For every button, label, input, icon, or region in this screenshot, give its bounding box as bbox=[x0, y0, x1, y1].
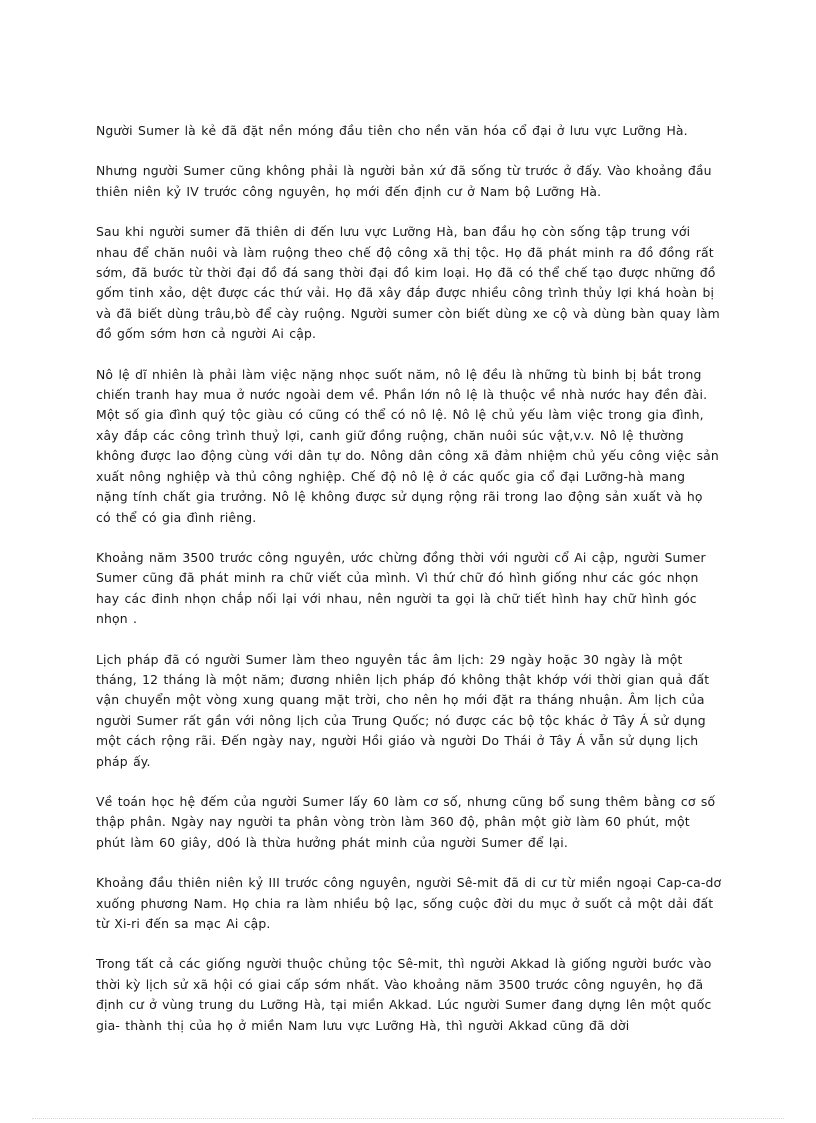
paragraph-5: Khoảng năm 3500 trước công nguyên, ước chừng đồng thời với người cổ Ai cập, người Sumer Sumer cũng đã phát minh ra chữ viết của mình. Vì thứ chữ đó hình giống như các góc nhọn hay các đinh nhọn chắp nối lại với nhau, nên người ta gọi là chữ tiết hình hay chữ hình góc nhọn . bbox=[96, 549, 706, 627]
paragraph-9: Trong tất cả các giống người thuộc chủng tộc Sê-mit, thì người Akkad là giống người bước vào thời kỳ lịch sử xã hội có giai cấp sớm nhất. Vào khoảng năm 3500 trước công nguyên, họ đã định cư ở vùng trung du Lưỡng Hà, tại miền Akkad. Lúc người Sumer đang dựng lên một quốc gia- thành thị của họ ở miền Nam lưu vực Lưỡng Hà, thì người Akkad cũng đã dời bbox=[96, 956, 712, 1033]
paragraph-6: Lịch pháp đã có người Sumer làm theo nguyên tắc âm lịch: 29 ngày hoặc 30 ngày là một tháng, 12 tháng là một năm; đương nhiên lịch pháp đó không thật khớp với thời gian quả đất vận chuyển một vòng xung quang mặt trời, cho nên họ mới đặt ra tháng nhuận. Âm lịch của người Sumer rất gần với nông lịch của Trung Quốc; nó được các bộ tộc khác ở Tây Á sử dụng một cách rộng rãi. Đến ngày nay, người Hồi giáo và người Do Thái ở Tây Á vẫn sử dụng lịch pháp ấy. bbox=[96, 651, 710, 769]
paragraph-7: Về toán học hệ đếm của người Sumer lấy 60 làm cơ số, nhưng cũng bổ sung thêm bằng cơ số thập phân. Ngày nay người ta phân vòng tròn làm 360 độ, phân một giờ làm 60 phút, một phút làm 60 giây, d0ó là thừa hưởng phát minh của người Sumer để lại. bbox=[96, 793, 716, 850]
paragraph-1: Người Sumer là kẻ đã đặt nền móng đầu tiên cho nền văn hóa cổ đại ở lưu vực Lưỡng Hà. bbox=[96, 123, 688, 138]
paragraph-8: Khoảng đầu thiên niên kỷ III trước công nguyên, người Sê-mit đã di cư từ miền ngoại Cap-ca-dơ xuống phương Nam. Họ chia ra làm nhiều bộ lạc, sống cuộc đời du mục ở suốt cả một dải đất từ Xi-ri đến sa mạc Ai cập. bbox=[96, 875, 722, 931]
paragraph-4: Nô lệ dĩ nhiên là phải làm việc nặng nhọc suốt năm, nô lệ đều là những tù binh bị bắt trong chiến tranh hay mua ở nước ngoài dem về. Phần lớn nô lệ là thuộc về nhà nước hay đền đài. Một số gia đình quý tộc giàu có cũng có thể có nô lệ. Nô lệ chủ yếu làm việc trong gia đình, xây đắp các công trình thuỷ lợi, canh giữ đồng ruộng, chăn nuôi súc vật,v.v. Nô lệ thường không được lao động cùng với dân tự do. Nông dân công xã đảm nhiệm chủ yếu công việc sản xuất nông nghiệp và thủ công nghiệp. Chế độ nô lệ ở các quốc gia cổ đại Lưỡng-hà mang nặng tính chất gia trưởng. Nô lệ không được sử dụng rộng rãi trong lao động sản xuất và họ có thể có gia đình riêng. bbox=[96, 366, 719, 525]
paragraph-2: Nhưng người Sumer cũng không phải là người bản xứ đã sống từ trước ở đấy. Vào khoảng đầu thiên niên kỷ IV trước công nguyên, họ mới đến định cư ở Nam bộ Lưỡng Hà. bbox=[96, 163, 712, 199]
page-bottom-divider bbox=[32, 1118, 784, 1119]
paragraph-3: Sau khi người sumer đã thiên di đến lưu vực Lưỡng Hà, ban đầu họ còn sống tập trung với nhau để chăn nuôi và làm ruộng theo chế độ công xã thị tộc. Họ đã phát minh ra đồ đồng rất sớm, đã bước từ thời đại đồ đá sang thời đại đồ kim loại. Họ đã có thể chế tạo được những đồ gốm tinh xảo, dệt được các thứ vải. Họ đã xây đắp được nhiều công trình thủy lợi khá hoàn bị và đã biết dùng trâu,bò để cày ruộng. Người sumer còn biết dùng xe cộ và dùng bàn quay làm đồ gốm sớm hơn cả người Ai cập. bbox=[96, 224, 720, 342]
document-body bbox=[96, 121, 722, 1056]
